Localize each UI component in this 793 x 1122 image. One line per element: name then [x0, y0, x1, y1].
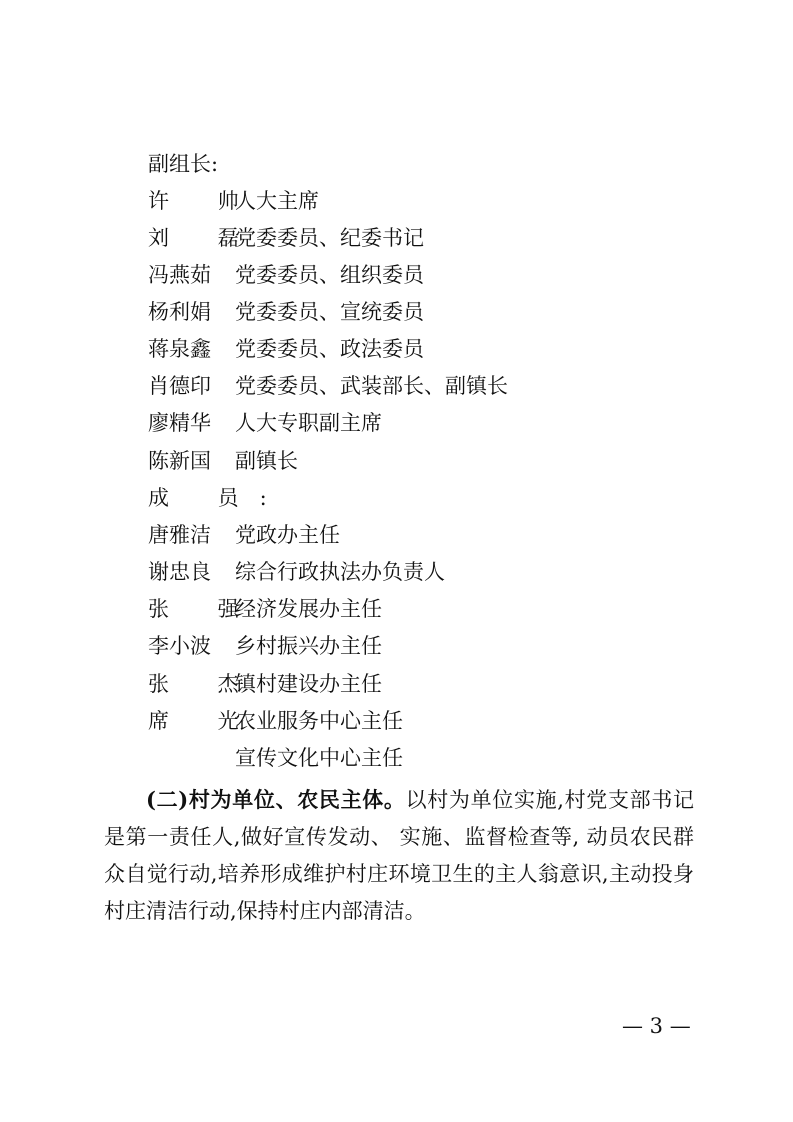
vice-leader-row [148, 335, 424, 363]
person-role: 乡村振兴办主任 [235, 634, 382, 658]
vice-leader-row [148, 187, 319, 215]
members-heading: 成 员: [148, 486, 288, 510]
vice-leader-row [148, 447, 298, 475]
vice-leader-row [148, 298, 424, 326]
person-role: 党委委员、政法委员 [235, 337, 424, 361]
page-number: — 3 — [622, 1014, 691, 1038]
body-paragraph [104, 781, 694, 930]
paragraph-body: 以村为单位实施,村党支部书记是第一责任人,做好宣传发动、 实施、监督检查等, 动员农民群众自觉行动,培养形成维护村庄环境卫生的主人翁意识,主动投身村庄清洁行动,保持村庄内部清洁。 [104, 788, 694, 923]
person-role: 人大专职副主席 [235, 411, 382, 435]
vice-leader-row [148, 372, 508, 400]
person-name: 蒋泉鑫 [148, 337, 211, 361]
person-name: 陈新国 [148, 449, 211, 473]
person-name: 张 强 [148, 597, 260, 621]
person-role: 党委委员、宣统委员 [235, 300, 424, 324]
member-row [148, 632, 382, 660]
person-name: 刘 磊 [148, 226, 260, 250]
person-name: 李小波 [148, 634, 211, 658]
person-name: 张 杰 [148, 672, 260, 696]
person-name: 席 光 [148, 709, 260, 733]
paragraph-bold-lead: (二)村为单位、农民主体。 [146, 787, 406, 812]
person-role: 副镇长 [235, 449, 298, 473]
member-row [148, 670, 382, 698]
member-row [148, 595, 382, 623]
member-extra-role: 宣传文化中心主任 [235, 746, 403, 770]
member-row [148, 521, 340, 549]
member-row [148, 707, 403, 735]
person-name: 杨利娟 [148, 300, 211, 324]
person-role: 镇村建设办主任 [235, 672, 382, 696]
person-name: 唐雅洁 [148, 523, 211, 547]
person-role: 党政办主任 [235, 523, 340, 547]
vice-leader-heading: 副组长: [148, 152, 219, 176]
person-name: 谢忠良 [148, 560, 211, 584]
person-role: 人大主席 [235, 189, 319, 213]
person-role: 党委委员、纪委书记 [235, 226, 424, 250]
person-role: 经济发展办主任 [235, 597, 382, 621]
person-role: 综合行政执法办负责人 [235, 560, 445, 584]
person-role: 农业服务中心主任 [235, 709, 403, 733]
vice-leader-row [148, 409, 382, 437]
person-role: 党委委员、武装部长、副镇长 [235, 374, 508, 398]
person-name: 廖精华 [148, 411, 211, 435]
person-name: 冯燕茹 [148, 263, 211, 287]
person-name: 许 帅 [148, 189, 260, 213]
person-role: 党委委员、组织委员 [235, 263, 424, 287]
member-row [148, 558, 445, 586]
vice-leader-row [148, 261, 424, 289]
vice-leader-row [148, 224, 424, 252]
person-name: 肖德印 [148, 374, 211, 398]
